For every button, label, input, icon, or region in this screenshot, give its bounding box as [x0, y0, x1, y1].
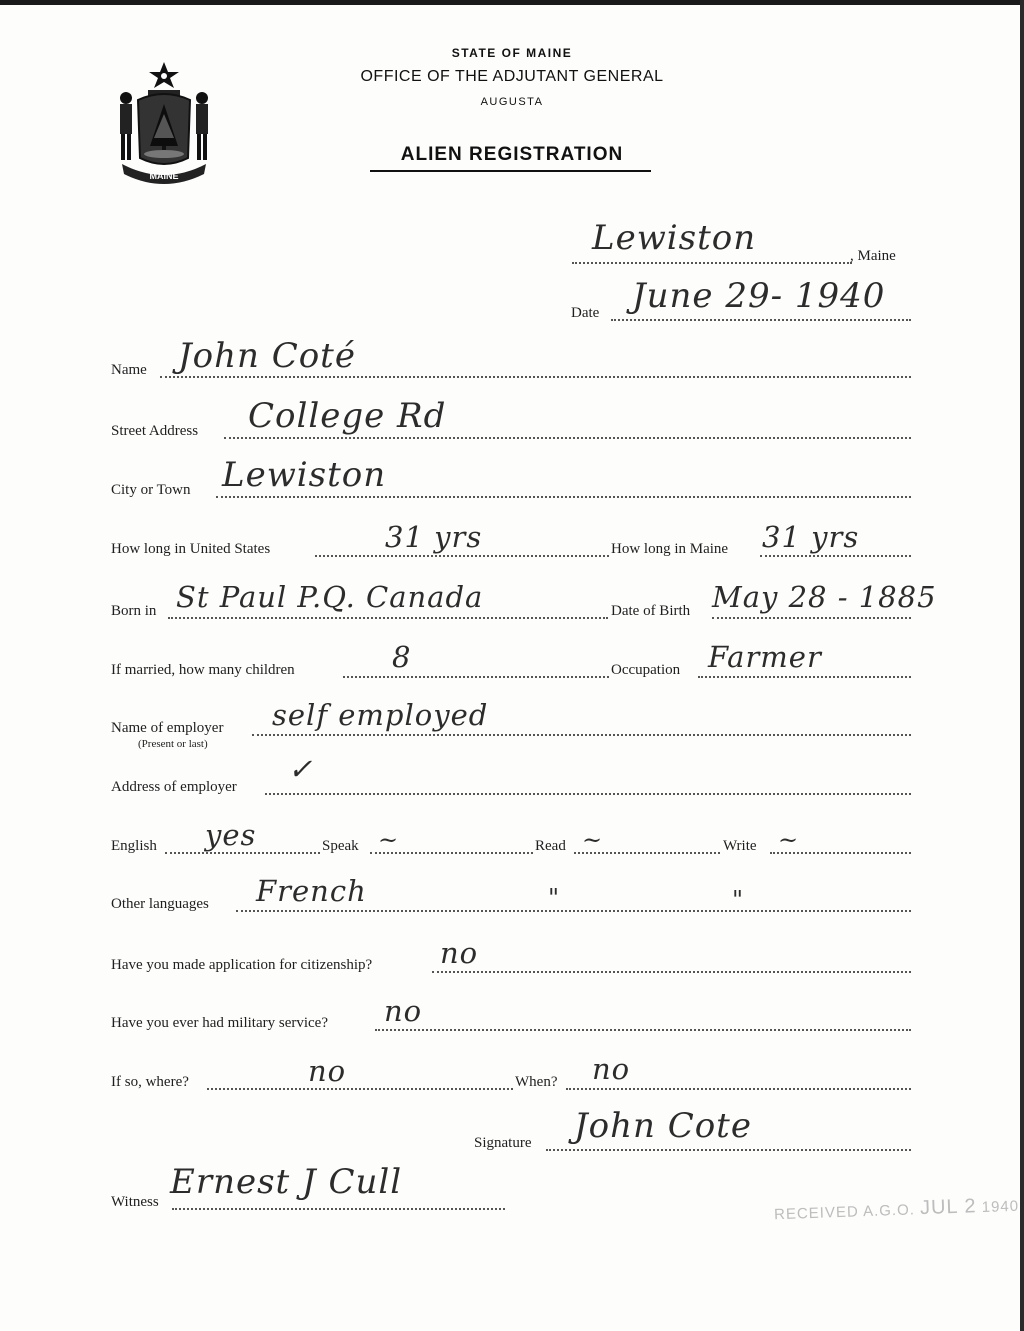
city-label: City or Town [111, 482, 191, 498]
dob-value: May 28 - 1885 [712, 580, 937, 614]
how-long-maine-value: 31 yrs [762, 520, 860, 554]
scan-edge-right [1020, 0, 1024, 1331]
occupation-value: Farmer [708, 640, 822, 674]
witness-line [172, 1208, 505, 1210]
speak-label: Speak [322, 838, 359, 854]
stamp-date: JUL 2 [919, 1195, 977, 1220]
title-underline [370, 170, 651, 172]
witness-value: Ernest J Cull [170, 1162, 403, 1202]
name-line [160, 376, 911, 378]
town-line [572, 262, 852, 264]
employer-value: self employed [272, 698, 489, 732]
street-line [224, 437, 911, 439]
how-long-maine-line [760, 555, 911, 557]
received-stamp [774, 1194, 1020, 1226]
other-languages-line [236, 910, 911, 912]
employer-address-label: Address of employer [111, 779, 237, 795]
employer-label: Name of employer [111, 720, 224, 736]
employer-sub-label: (Present or last) [138, 738, 208, 750]
signature-value: John Cote [574, 1106, 752, 1146]
city-value: Lewiston [222, 455, 387, 495]
date-line [611, 319, 911, 321]
when-value: no [592, 1052, 631, 1086]
stamp-year: 1940 [981, 1197, 1020, 1217]
military-value: no [384, 994, 423, 1028]
write-value: ~ [778, 826, 800, 854]
signature-label: Signature [474, 1135, 532, 1151]
name-label: Name [111, 362, 147, 378]
children-label: If married, how many children [111, 662, 295, 678]
seal-text: MAINE [149, 171, 179, 181]
date-label: Date [571, 305, 600, 321]
when-label: When? [515, 1074, 558, 1090]
citizenship-label: Have you made application for citizenship? [111, 957, 373, 973]
city-line [216, 496, 911, 498]
born-line [168, 617, 608, 619]
children-line [343, 676, 609, 678]
read-value: ~ [582, 826, 604, 854]
header-city: AUGUSTA [480, 96, 544, 108]
maine-label: , Maine [850, 248, 896, 264]
town-value: Lewiston [592, 218, 757, 258]
where-value: no [308, 1054, 347, 1088]
write-label: Write [723, 838, 757, 854]
other-write-value: " [732, 886, 745, 914]
stamp-received: RECEIVED A.G.O. [773, 1201, 916, 1224]
occupation-line [698, 676, 911, 678]
scan-edge-top [0, 0, 1024, 5]
name-value: John Coté [178, 336, 356, 376]
when-line [566, 1088, 911, 1090]
how-long-us-line [315, 555, 609, 557]
other-languages-value: French [256, 874, 367, 908]
citizenship-value: no [440, 936, 479, 970]
occupation-label: Occupation [611, 662, 681, 678]
english-label: English [111, 838, 157, 854]
street-value: College Rd [248, 396, 447, 436]
born-label: Born in [111, 603, 157, 619]
other-languages-label: Other languages [111, 896, 209, 912]
how-long-maine-label: How long in Maine [611, 541, 729, 557]
state-of-maine-seal-icon [108, 58, 220, 188]
citizenship-line [432, 971, 911, 973]
english-line [165, 852, 320, 854]
date-value: June 29- 1940 [632, 276, 886, 316]
read-label: Read [535, 838, 566, 854]
dob-label: Date of Birth [611, 603, 691, 619]
speak-value: ~ [378, 826, 400, 854]
where-line [207, 1088, 513, 1090]
form-title: ALIEN REGISTRATION [400, 144, 624, 165]
header-office: OFFICE OF THE ADJUTANT GENERAL [360, 68, 664, 85]
where-label: If so, where? [111, 1074, 189, 1090]
header-state: STATE OF MAINE [451, 46, 573, 60]
how-long-us-label: How long in United States [111, 541, 271, 557]
military-line [375, 1029, 911, 1031]
other-read-value: " [548, 884, 561, 912]
street-label: Street Address [111, 423, 199, 439]
children-value: 8 [392, 640, 412, 674]
witness-label: Witness [111, 1194, 159, 1210]
military-label: Have you ever had military service? [111, 1015, 328, 1031]
dob-line [712, 617, 911, 619]
employer-line [252, 734, 911, 736]
employer-address-value: ✓ [288, 752, 314, 786]
english-value: yes [205, 818, 257, 852]
signature-line [546, 1149, 911, 1151]
how-long-us-value: 31 yrs [385, 520, 483, 554]
employer-address-line [265, 793, 911, 795]
born-value: St Paul P.Q. Canada [176, 580, 484, 614]
